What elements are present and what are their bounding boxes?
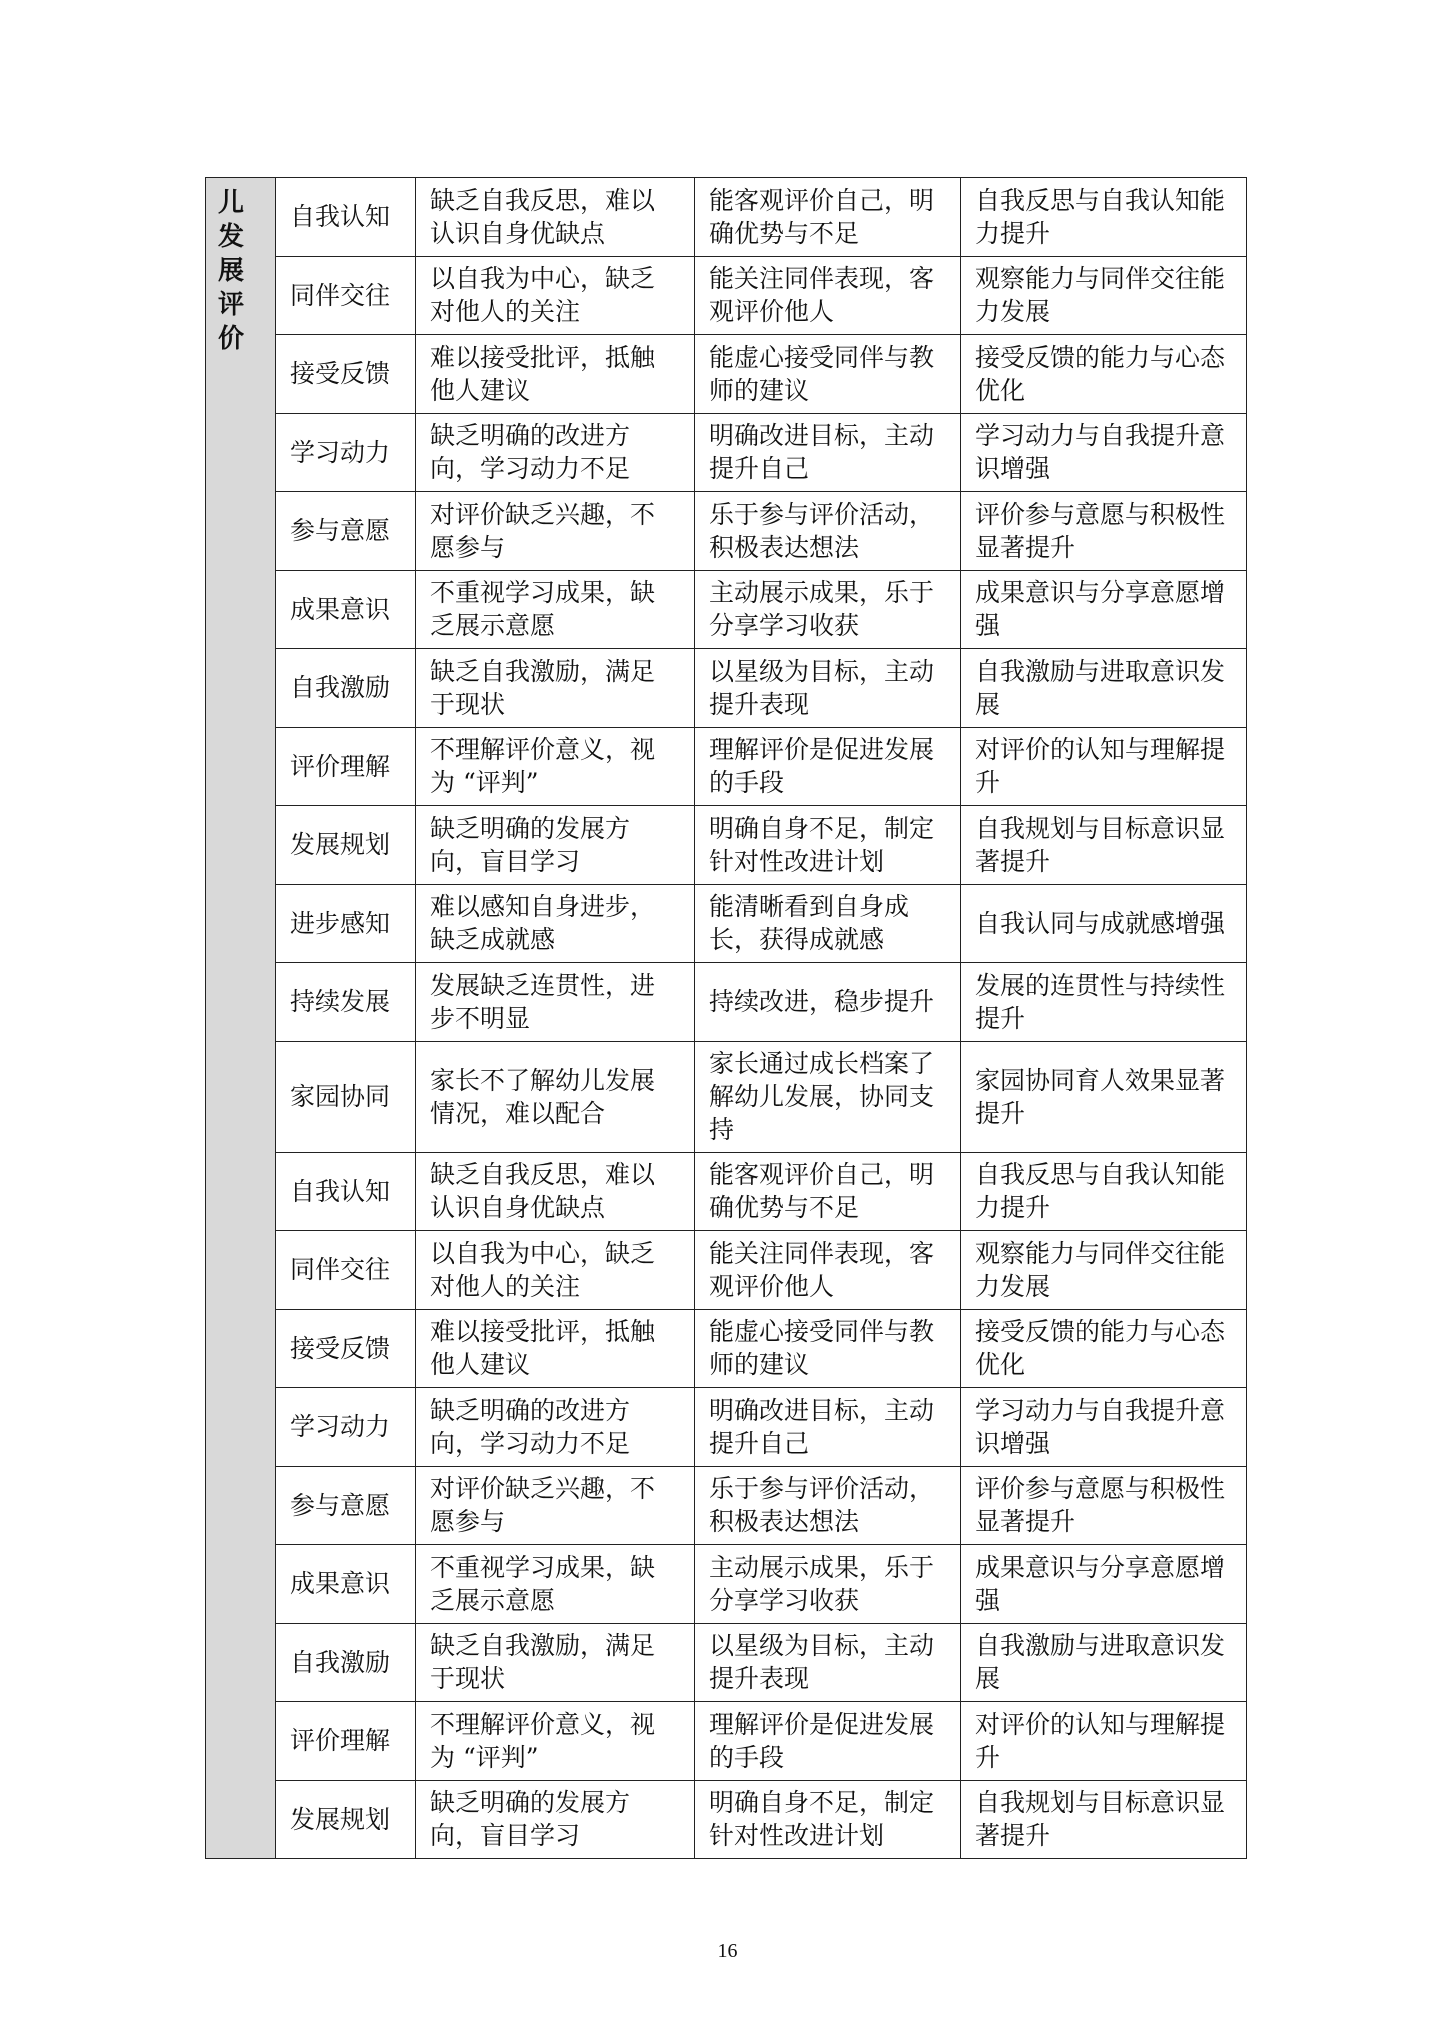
before-cell: 缺乏明确的改进方 向，学习动力不足 [416, 1388, 695, 1467]
before-cell: 以自我为中心，缺乏 对他人的关注 [416, 256, 695, 335]
before-cell: 缺乏自我激励，满足 于现状 [416, 649, 695, 728]
before-cell: 缺乏明确的发展方 向，盲目学习 [416, 1780, 695, 1859]
dimension-cell: 评价理解 [276, 1702, 416, 1781]
table-row [206, 492, 1247, 571]
page-number: 16 [717, 1940, 738, 1962]
after-cell: 理解评价是促进发展 的手段 [695, 727, 961, 806]
before-cell: 对评价缺乏兴趣，不 愿参与 [416, 1466, 695, 1545]
after-cell: 主动展示成果，乐于 分享学习收获 [695, 570, 961, 649]
before-cell: 缺乏自我激励，满足 于现状 [416, 1623, 695, 1702]
after-cell: 能客观评价自己，明 确优势与不足 [695, 1152, 961, 1231]
before-cell: 不理解评价意义，视 为 “评判” [416, 727, 695, 806]
after-cell: 能关注同伴表现，客 观评价他人 [695, 256, 961, 335]
after-cell: 持续改进，稳步提升 [695, 963, 961, 1042]
table-row [206, 1545, 1247, 1624]
dimension-cell: 同伴交往 [276, 1231, 416, 1310]
growth-cell: 学习动力与自我提升意 识增强 [961, 1388, 1247, 1467]
table-row [206, 806, 1247, 885]
table-row [206, 649, 1247, 728]
dimension-cell: 持续发展 [276, 963, 416, 1042]
growth-cell: 学习动力与自我提升意 识增强 [961, 413, 1247, 492]
dimension-cell: 学习动力 [276, 1388, 416, 1467]
table-row [206, 727, 1247, 806]
table-row [206, 1780, 1247, 1859]
growth-cell: 家园协同育人效果显著 提升 [961, 1041, 1247, 1152]
after-cell: 能虚心接受同伴与教 师的建议 [695, 1309, 961, 1388]
growth-cell: 对评价的认知与理解提 升 [961, 1702, 1247, 1781]
after-cell: 以星级为目标，主动 提升表现 [695, 1623, 961, 1702]
after-cell: 明确自身不足，制定 针对性改进计划 [695, 806, 961, 885]
after-cell: 能虚心接受同伴与教 师的建议 [695, 335, 961, 414]
growth-cell: 自我认同与成就感增强 [961, 884, 1247, 963]
after-cell: 能关注同伴表现，客 观评价他人 [695, 1231, 961, 1310]
before-cell: 家长不了解幼儿发展 情况，难以配合 [416, 1041, 695, 1152]
section-label: 儿 发 展 评 价 [206, 178, 276, 1859]
growth-cell: 自我激励与进取意识发 展 [961, 649, 1247, 728]
before-cell: 缺乏自我反思，难以 认识自身优缺点 [416, 1152, 695, 1231]
growth-cell: 观察能力与同伴交往能 力发展 [961, 1231, 1247, 1310]
dimension-cell: 自我认知 [276, 178, 416, 257]
table-row [206, 1309, 1247, 1388]
growth-cell: 成果意识与分享意愿增 强 [961, 1545, 1247, 1624]
before-cell: 不重视学习成果，缺 乏展示意愿 [416, 1545, 695, 1624]
dimension-cell: 成果意识 [276, 570, 416, 649]
after-cell: 能清晰看到自身成 长，获得成就感 [695, 884, 961, 963]
growth-cell: 评价参与意愿与积极性 显著提升 [961, 1466, 1247, 1545]
growth-cell: 成果意识与分享意愿增 强 [961, 570, 1247, 649]
after-cell: 明确自身不足，制定 针对性改进计划 [695, 1780, 961, 1859]
table-row [206, 1623, 1247, 1702]
after-cell: 能客观评价自己，明 确优势与不足 [695, 178, 961, 257]
table-row [206, 1702, 1247, 1781]
dimension-cell: 接受反馈 [276, 1309, 416, 1388]
before-cell: 不理解评价意义，视 为 “评判” [416, 1702, 695, 1781]
before-cell: 缺乏自我反思，难以 认识自身优缺点 [416, 178, 695, 257]
dimension-cell: 成果意识 [276, 1545, 416, 1624]
dimension-cell: 同伴交往 [276, 256, 416, 335]
growth-cell: 自我反思与自我认知能 力提升 [961, 1152, 1247, 1231]
growth-cell: 接受反馈的能力与心态 优化 [961, 335, 1247, 414]
dimension-cell: 自我认知 [276, 1152, 416, 1231]
growth-cell: 自我规划与目标意识显 著提升 [961, 806, 1247, 885]
table-row [206, 1388, 1247, 1467]
after-cell: 主动展示成果，乐于 分享学习收获 [695, 1545, 961, 1624]
table-row [206, 1231, 1247, 1310]
growth-cell: 评价参与意愿与积极性 显著提升 [961, 492, 1247, 571]
table-row [206, 178, 1247, 257]
evaluation-table [205, 177, 1247, 1859]
before-cell: 以自我为中心，缺乏 对他人的关注 [416, 1231, 695, 1310]
before-cell: 缺乏明确的发展方 向，盲目学习 [416, 806, 695, 885]
table-row [206, 570, 1247, 649]
table-row [206, 884, 1247, 963]
dimension-cell: 参与意愿 [276, 492, 416, 571]
after-cell: 家长通过成长档案了 解幼儿发展，协同支 持 [695, 1041, 961, 1152]
before-cell: 难以接受批评，抵触 他人建议 [416, 335, 695, 414]
growth-cell: 观察能力与同伴交往能 力发展 [961, 256, 1247, 335]
table-row [206, 335, 1247, 414]
before-cell: 对评价缺乏兴趣，不 愿参与 [416, 492, 695, 571]
dimension-cell: 参与意愿 [276, 1466, 416, 1545]
table-row [206, 256, 1247, 335]
dimension-cell: 学习动力 [276, 413, 416, 492]
after-cell: 明确改进目标，主动 提升自己 [695, 413, 961, 492]
growth-cell: 对评价的认知与理解提 升 [961, 727, 1247, 806]
dimension-cell: 自我激励 [276, 1623, 416, 1702]
dimension-cell: 进步感知 [276, 884, 416, 963]
dimension-cell: 发展规划 [276, 806, 416, 885]
table-row [206, 963, 1247, 1042]
dimension-cell: 发展规划 [276, 1780, 416, 1859]
table-row [206, 1041, 1247, 1152]
growth-cell: 自我规划与目标意识显 著提升 [961, 1780, 1247, 1859]
before-cell: 发展缺乏连贯性，进 步不明显 [416, 963, 695, 1042]
dimension-cell: 自我激励 [276, 649, 416, 728]
growth-cell: 自我激励与进取意识发 展 [961, 1623, 1247, 1702]
after-cell: 理解评价是促进发展 的手段 [695, 1702, 961, 1781]
before-cell: 难以接受批评，抵触 他人建议 [416, 1309, 695, 1388]
dimension-cell: 接受反馈 [276, 335, 416, 414]
table-row [206, 413, 1247, 492]
before-cell: 缺乏明确的改进方 向，学习动力不足 [416, 413, 695, 492]
growth-cell: 发展的连贯性与持续性 提升 [961, 963, 1247, 1042]
growth-cell: 自我反思与自我认知能 力提升 [961, 178, 1247, 257]
dimension-cell: 家园协同 [276, 1041, 416, 1152]
table-row [206, 1466, 1247, 1545]
before-cell: 难以感知自身进步， 缺乏成就感 [416, 884, 695, 963]
after-cell: 乐于参与评价活动， 积极表达想法 [695, 1466, 961, 1545]
table-row [206, 1152, 1247, 1231]
after-cell: 乐于参与评价活动， 积极表达想法 [695, 492, 961, 571]
after-cell: 明确改进目标，主动 提升自己 [695, 1388, 961, 1467]
dimension-cell: 评价理解 [276, 727, 416, 806]
before-cell: 不重视学习成果，缺 乏展示意愿 [416, 570, 695, 649]
after-cell: 以星级为目标，主动 提升表现 [695, 649, 961, 728]
growth-cell: 接受反馈的能力与心态 优化 [961, 1309, 1247, 1388]
